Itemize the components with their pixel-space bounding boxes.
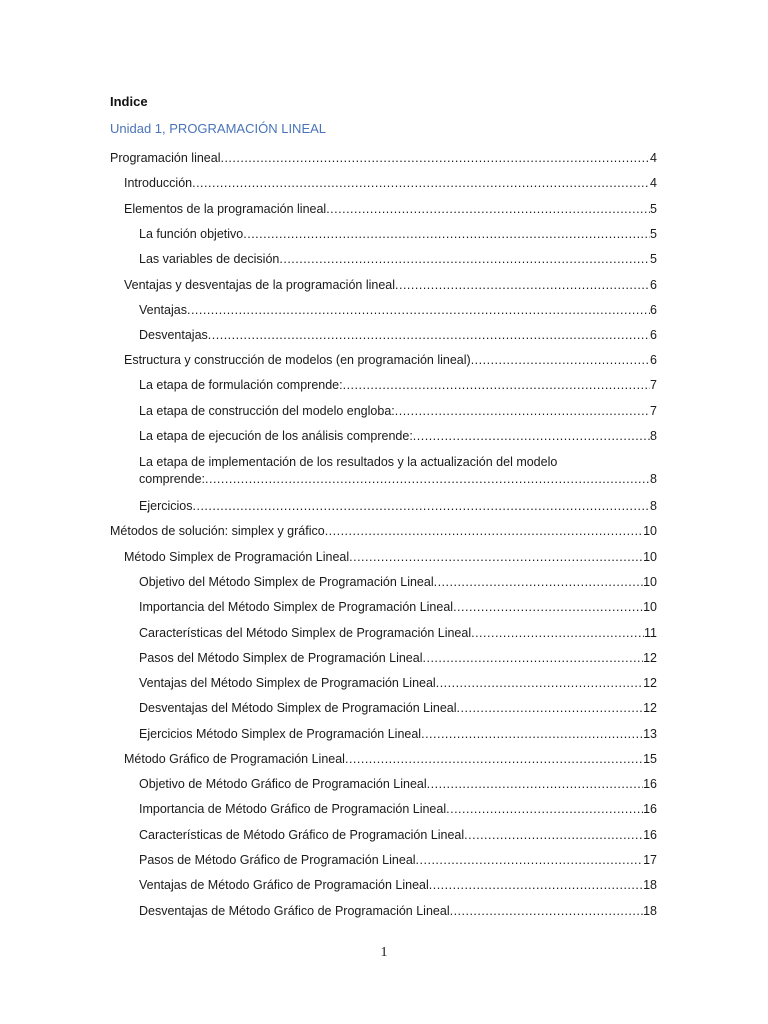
toc-entry-page: 12	[643, 701, 657, 715]
toc-entry[interactable]	[139, 428, 657, 445]
toc-entry[interactable]	[139, 574, 657, 591]
toc-entry-page: 16	[643, 828, 657, 842]
toc-entry-page: 4	[650, 151, 657, 165]
toc-entry-page: 7	[650, 404, 657, 418]
toc-entry-label: Pasos de Método Gráfico de Programación Lineal	[139, 853, 416, 867]
toc-entry[interactable]	[139, 650, 657, 667]
toc-entry-page: 4	[650, 176, 657, 190]
toc-entry-label: Características de Método Gráfico de Programación Lineal	[139, 828, 465, 842]
toc-entry-label: Objetivo del Método Simplex de Programación Lineal	[139, 575, 434, 589]
dot-leader	[427, 776, 643, 793]
toc-entry-page: 8	[650, 499, 657, 513]
dot-leader	[421, 726, 643, 743]
dot-leader	[471, 625, 644, 642]
dot-leader	[220, 150, 650, 167]
toc-entry[interactable]	[139, 226, 657, 243]
toc-entry-page: 16	[643, 802, 657, 816]
toc-entry-label: La etapa de ejecución de los análisis comprende:	[139, 429, 413, 443]
dot-leader	[205, 471, 650, 488]
dot-leader	[423, 650, 644, 667]
toc-entry[interactable]	[124, 352, 657, 369]
toc-entry[interactable]	[139, 726, 657, 743]
page-number: 1	[380, 945, 388, 960]
toc-entry-page: 13	[643, 727, 657, 741]
toc-entry-label: Importancia de Método Gráfico de Programación Lineal	[139, 802, 447, 816]
toc-entry-label: Ejercicios	[139, 499, 193, 513]
toc-entry-label: Las variables de decisión	[139, 252, 280, 266]
dot-leader	[434, 574, 643, 591]
toc-entry[interactable]	[139, 251, 657, 268]
toc-entry-label: Desventajas de Método Gráfico de Programación Lineal	[139, 904, 450, 918]
toc-entry-page: 6	[650, 278, 657, 292]
toc-entry[interactable]	[139, 403, 657, 420]
toc-entry[interactable]	[124, 201, 657, 218]
toc-entry-page: 6	[650, 353, 657, 367]
toc-entry-label: Métodos de solución: simplex y gráfico	[110, 524, 325, 538]
toc-entry-label: Pasos del Método Simplex de Programación Lineal	[139, 651, 423, 665]
dot-leader	[457, 700, 644, 717]
toc-entry-page: 16	[643, 777, 657, 791]
toc-entry[interactable]	[139, 599, 657, 616]
toc-entry-page: 15	[643, 752, 657, 766]
toc-entry[interactable]	[124, 549, 657, 566]
toc-entry-label: La función objetivo	[139, 227, 244, 241]
toc-entry-page: 10	[643, 550, 657, 564]
toc-entry-page: 11	[644, 626, 657, 640]
toc-entry-page: 5	[650, 227, 657, 241]
toc-entry-page: 8	[650, 429, 657, 443]
toc-entry-label: Ventajas	[139, 303, 187, 317]
dot-leader	[326, 201, 650, 218]
toc-entry[interactable]	[139, 675, 657, 692]
toc-entry-label: Ventajas y desventajas de la programación lineal	[124, 278, 396, 292]
dot-leader	[343, 377, 650, 394]
toc-entry-label: Método Simplex de Programación Lineal	[124, 550, 350, 564]
dot-leader	[429, 877, 643, 894]
toc-entry-page: 10	[643, 600, 657, 614]
toc-heading: Indice	[110, 94, 148, 109]
toc-entry[interactable]	[139, 302, 657, 319]
dot-leader	[187, 302, 650, 319]
toc-entry-label: La etapa de construcción del modelo engloba:	[139, 404, 395, 418]
toc-entry-page: 17	[643, 853, 657, 867]
toc-entry[interactable]	[124, 175, 657, 192]
toc-entry-continuation	[139, 471, 657, 488]
toc-entry-page: 8	[650, 472, 657, 486]
toc-entry[interactable]	[139, 801, 657, 818]
dot-leader	[192, 175, 650, 192]
toc-entry-label: Elementos de la programación lineal	[124, 202, 327, 216]
toc-entry[interactable]	[139, 877, 657, 894]
dot-leader	[193, 498, 651, 515]
dot-leader	[208, 327, 650, 344]
toc-entry-page: 18	[643, 904, 657, 918]
toc-entry[interactable]	[139, 852, 657, 869]
dot-leader	[395, 277, 650, 294]
toc-entry[interactable]	[139, 498, 657, 515]
toc-entry[interactable]	[124, 277, 657, 294]
toc-entry-label: Estructura y construcción de modelos (en programación lineal)	[124, 353, 471, 367]
toc-entry-page: 5	[650, 252, 657, 266]
toc-entry-label-continued: comprende:	[139, 472, 206, 486]
toc-entry-label: Desventajas	[139, 328, 208, 342]
dot-leader	[436, 675, 643, 692]
dot-leader	[464, 827, 643, 844]
dot-leader	[453, 599, 643, 616]
toc-entry-label: Desventajas del Método Simplex de Programación Lineal	[139, 701, 457, 715]
toc-entry[interactable]	[139, 776, 657, 793]
dot-leader	[450, 903, 644, 920]
toc-entry[interactable]	[139, 903, 657, 920]
toc-entry-label: Importancia del Método Simplex de Programación Lineal	[139, 600, 454, 614]
toc-entry[interactable]	[139, 377, 657, 394]
dot-leader	[395, 403, 650, 420]
toc-entry[interactable]	[110, 523, 657, 540]
toc-entry-label: Método Gráfico de Programación Lineal	[124, 752, 345, 766]
toc-entry-label: Características del Método Simplex de Programación Lineal	[139, 626, 472, 640]
dot-leader	[416, 852, 644, 869]
toc-entry-label: Objetivo de Método Gráfico de Programación Lineal	[139, 777, 427, 791]
toc-entry[interactable]	[139, 327, 657, 344]
dot-leader	[349, 549, 643, 566]
dot-leader	[471, 352, 650, 369]
toc-entry[interactable]	[139, 700, 657, 717]
toc-entry-page: 6	[650, 328, 657, 342]
dot-leader	[325, 523, 643, 540]
toc-entry-label: Ejercicios Método Simplex de Programación Lineal	[139, 727, 422, 741]
toc-entry-page: 7	[650, 378, 657, 392]
unit-title: Unidad 1, PROGRAMACIÓN LINEAL	[110, 121, 327, 136]
toc-entry-label: Ventajas del Método Simplex de Programación Lineal	[139, 676, 436, 690]
toc-entry-label: La etapa de implementación de los resultados y la actualización del modelo	[139, 455, 558, 469]
dot-leader	[446, 801, 643, 818]
dot-leader	[345, 751, 643, 768]
toc-entry-label: Programación lineal	[110, 151, 221, 165]
toc-entry[interactable]	[139, 827, 657, 844]
dot-leader	[413, 428, 650, 445]
toc-entry-page: 10	[643, 575, 657, 589]
toc-entry-page: 10	[643, 524, 657, 538]
toc-entry-page: 5	[650, 202, 657, 216]
toc-entry[interactable]	[139, 625, 657, 642]
toc-entry-label: Introducción	[124, 176, 193, 190]
toc-entry-label: La etapa de formulación comprende:	[139, 378, 343, 392]
toc-entry[interactable]	[139, 454, 657, 488]
toc-entry-label: Ventajas de Método Gráfico de Programación Lineal	[139, 878, 429, 892]
toc-entry-page: 12	[643, 651, 657, 665]
toc-entry-page: 12	[643, 676, 657, 690]
toc-entry[interactable]	[110, 150, 657, 167]
toc-entry[interactable]	[124, 751, 657, 768]
toc-entry-page: 18	[643, 878, 657, 892]
dot-leader	[243, 226, 650, 243]
toc-entry-page: 6	[650, 303, 657, 317]
dot-leader	[279, 251, 650, 268]
